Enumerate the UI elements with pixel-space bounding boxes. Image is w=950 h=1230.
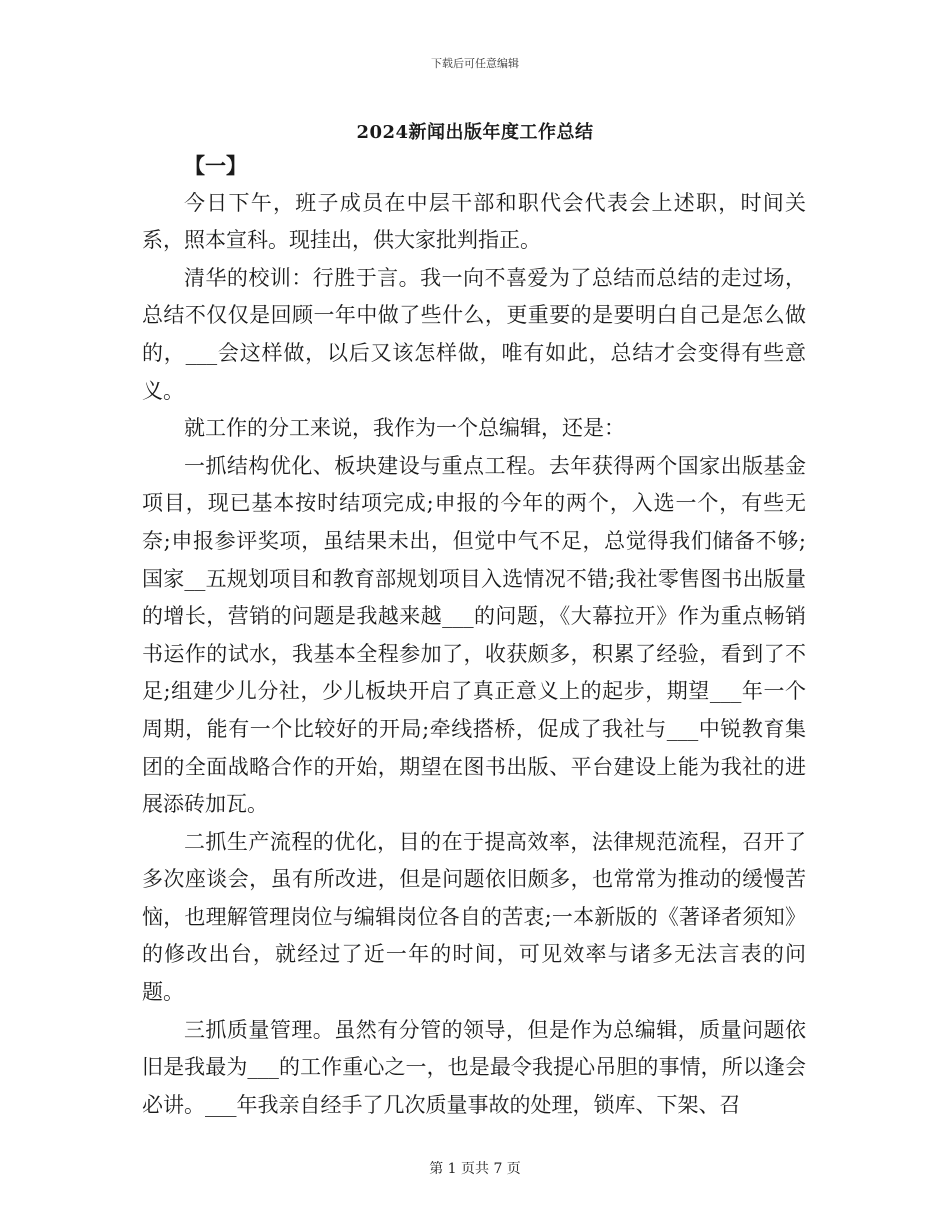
document-body: [142, 147, 806, 1124]
paragraph-role: 就工作的分工来说，我作为一个总编辑，还是：: [184, 416, 625, 441]
paragraph-intro: 今日下午，班子成员在中层干部和职代会代表会上述职，时间关系，照本宣科。现挂出，供大家批判指正。: [142, 190, 806, 253]
paragraph-structure: 一抓结构优化、板块建设与重点工程。去年获得两个国家出版基金项目，现已基本按时结项完成;申报的今年的两个，入选一个，有些无奈;申报参评奖项，虽结果未出，但觉中气不足，总觉得我们储备不够;国家__五规划项目和教育部规划项目入选情况不错;我社零售图书出版量的增长，营销的问题是我越来越___的问题，《大幕拉开》作为重点畅销书运作的试水，我基本全程参加了，收获颇多，积累了经验，看到了不足;组建少儿分社，少儿板块开启了真正意义上的起步，期望___年一个周期，能有一个比较好的开局;牵线搭桥，促成了我社与___中锐教育集团的全面战略合作的开始，期望在图书出版、平台建设上能为我社的进展添砖加瓦。: [142, 453, 806, 817]
paragraph-process: 二抓生产流程的优化，目的在于提高效率，法律规范流程，召开了多次座谈会，虽有所改进，但是问题依旧颇多，也常常为推动的缓慢苦恼，也理解管理岗位与编辑岗位各自的苦衷;一本新版的《著译者须知》的修改出台，就经过了近一年的时间，可见效率与诸多无法言表的问题。: [142, 829, 806, 1005]
paragraph-motto: 清华的校训：行胜于言。我一向不喜爱为了总结而总结的走过场，总结不仅仅是回顾一年中做了些什么，更重要的是要明白自己是怎么做的，___会这样做，以后又该怎样做，唯有如此，总结才会变得有些意义。: [142, 265, 806, 403]
document-title: 2024新闻出版年度工作总结: [356, 122, 594, 143]
page-header-note: 下载后可任意编辑: [431, 57, 519, 70]
page-number: 第 1 页共 7 页: [429, 1161, 521, 1177]
paragraph-quality: 三抓质量管理。虽然有分管的领导，但是作为总编辑，质量问题依旧是我最为___的工作重心之一，也是最令我提心吊胆的事情，所以逢会必讲。___年我亲自经手了几次质量事故的处理，锁库、下架、召: [142, 1017, 806, 1117]
section-label: 【一】: [184, 153, 247, 178]
